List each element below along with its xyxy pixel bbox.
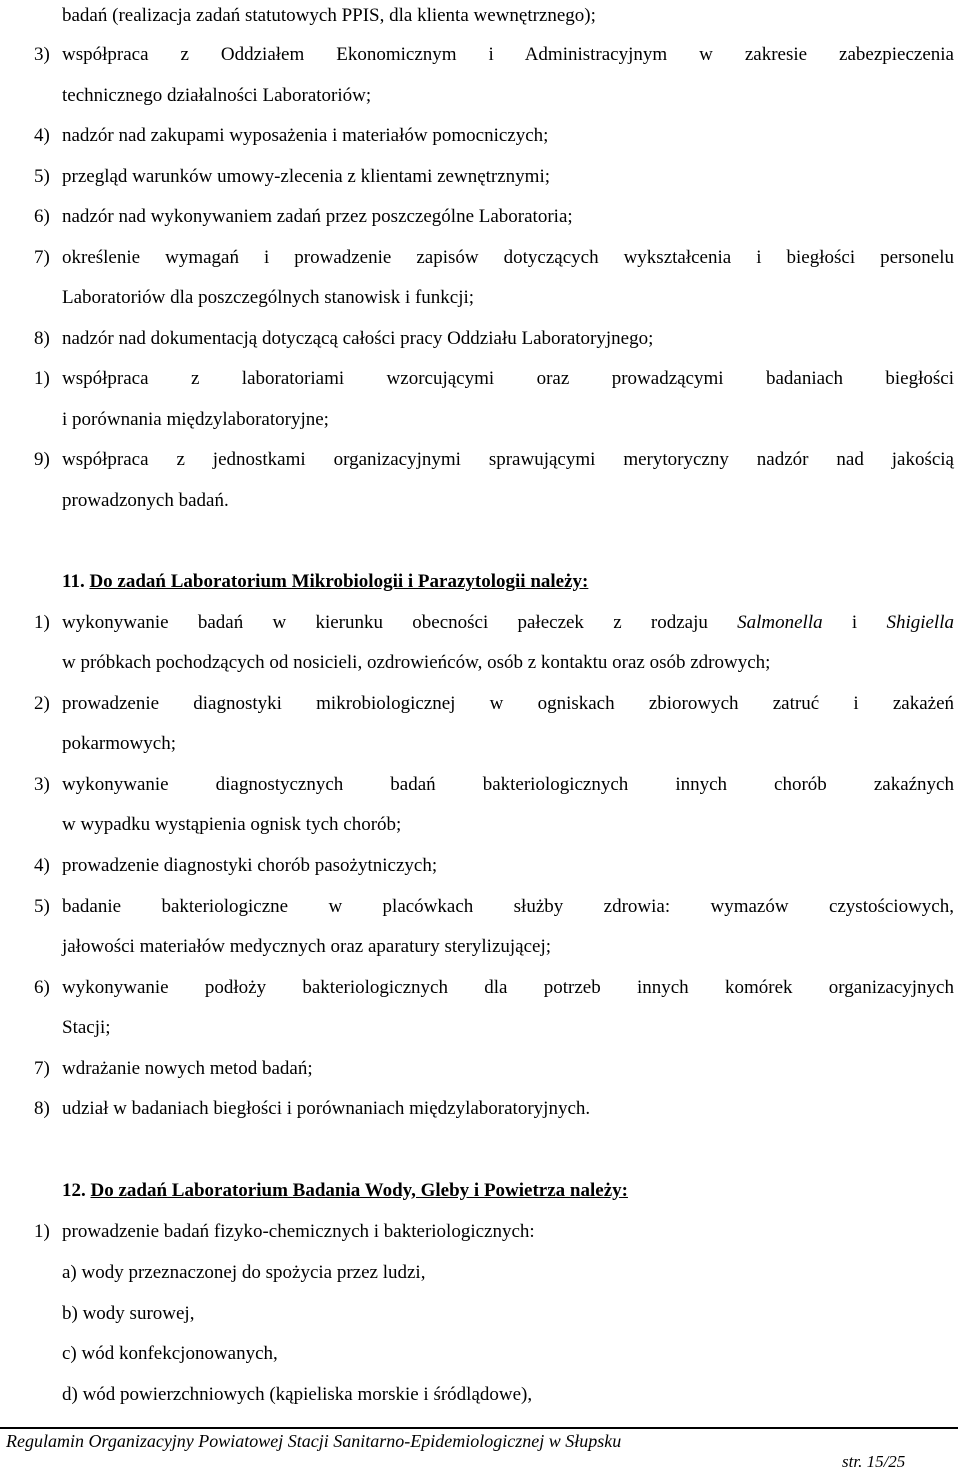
list-number: 9) (34, 449, 50, 470)
list-number: 4) (34, 125, 50, 146)
list-item-continuation: prowadzonych badań. (62, 490, 229, 511)
list-number: 2) (34, 693, 50, 714)
list-item-continuation: w wypadku wystąpienia ognisk tych chorób; (62, 814, 402, 835)
sub-item: d) wód powierzchniowych (kąpieliska morskie i śródlądowe), (62, 1384, 533, 1405)
section-number: 11. (62, 571, 85, 592)
list-item-continuation: Laboratoriów dla poszczególnych stanowisk i funkcji; (62, 287, 475, 308)
list-item-text: wykonywanie diagnostycznych badań bakteriologicznych innych chorób zakaźnych (62, 774, 954, 795)
list-item-continuation: Stacji; (62, 1017, 111, 1038)
sub-item: b) wody surowej, (62, 1303, 195, 1324)
page-number: str. 15/25 (842, 1452, 906, 1471)
section-number: 12. (62, 1180, 86, 1201)
list-number: 3) (34, 44, 50, 65)
sub-item: a) wody przeznaczonej do spożycia przez ludzi, (62, 1262, 426, 1283)
list-number: 8) (34, 1098, 50, 1119)
list-item-continuation: pokarmowych; (62, 733, 176, 754)
list-item-text: współpraca z laboratoriami wzorcującymi oraz prowadzącymi badaniach biegłości (62, 368, 954, 389)
list-item-text: nadzór nad dokumentacją dotyczącą całości pracy Oddziału Laboratoryjnego; (62, 328, 654, 349)
list-item-text: prowadzenie diagnostyki mikrobiologicznej w ogniskach zbiorowych zatruć i zakażeń (62, 693, 954, 714)
list-number: 4) (34, 855, 50, 876)
footer-divider (0, 1427, 958, 1429)
list-item-text: prowadzenie diagnostyki chorób pasożytniczych; (62, 855, 438, 876)
genus-name: Shigiella (886, 612, 954, 633)
list-item-continuation: technicznego działalności Laboratoriów; (62, 85, 372, 106)
list-item-text: badanie bakteriologiczne w placówkach służby zdrowia: wymazów czystościowych, (62, 896, 954, 917)
list-item-text: wykonywanie badań w kierunku obecności pałeczek z rodzaju Salmonella i Shigiella (62, 612, 954, 633)
list-number: 3) (34, 774, 50, 795)
list-number: 8) (34, 328, 50, 349)
section-heading (62, 570, 588, 594)
list-item-text: współpraca z Oddziałem Ekonomicznym i Administracyjnym w zakresie zabezpieczenia (62, 44, 954, 65)
list-number: 6) (34, 977, 50, 998)
list-number: 1) (34, 612, 50, 633)
list-item-continuation: w próbkach pochodzących od nosicieli, ozdrowieńców, osób z kontaktu oraz osób zdrowych; (62, 652, 771, 673)
list-item-continuation: i porównania międzylaboratoryjne; (62, 409, 329, 430)
section-heading (62, 1179, 628, 1203)
section-title: Do zadań Laboratorium Badania Wody, Gleby i Powietrza należy: (90, 1180, 628, 1201)
list-number: 6) (34, 206, 50, 227)
list-number: 5) (34, 166, 50, 187)
list-item-text: wdrażanie nowych metod badań; (62, 1058, 313, 1079)
list-item-continuation: jałowości materiałów medycznych oraz aparatury sterylizującej; (62, 936, 552, 957)
list-number: 1) (34, 1221, 50, 1242)
list-item-text: współpraca z jednostkami organizacyjnymi sprawującymi merytoryczny nadzór nad jakością (62, 449, 954, 470)
list-item-text: nadzór nad wykonywaniem zadań przez poszczególne Laboratoria; (62, 206, 573, 227)
list-number: 7) (34, 247, 50, 268)
list-item-text: przegląd warunków umowy-zlecenia z klientami zewnętrznymi; (62, 166, 550, 187)
list-item-text: określenie wymagań i prowadzenie zapisów dotyczących wykształcenia i biegłości personelu (62, 247, 954, 268)
section-title: Do zadań Laboratorium Mikrobiologii i Parazytologii należy: (89, 571, 589, 592)
sub-item: c) wód konfekcjonowanych, (62, 1343, 278, 1364)
list-number: 1) (34, 368, 50, 389)
list-number: 7) (34, 1058, 50, 1079)
list-item-text: wykonywanie podłoży bakteriologicznych dla potrzeb innych komórek organizacyjnych (62, 977, 954, 998)
genus-name: Salmonella (737, 612, 823, 633)
list-number: 5) (34, 896, 50, 917)
list-item-text: prowadzenie badań fizyko-chemicznych i bakteriologicznych: (62, 1221, 535, 1242)
list-item-text: udział w badaniach biegłości i porównaniach międzylaboratoryjnych. (62, 1098, 591, 1119)
paragraph-line: badań (realizacja zadań statutowych PPIS, dla klienta wewnętrznego); (62, 5, 596, 26)
footer-title: Regulamin Organizacyjny Powiatowej Stacji Sanitarno-Epidemiologicznej w Słupsku (6, 1431, 622, 1451)
list-item-text: nadzór nad zakupami wyposażenia i materiałów pomocniczych; (62, 125, 549, 146)
